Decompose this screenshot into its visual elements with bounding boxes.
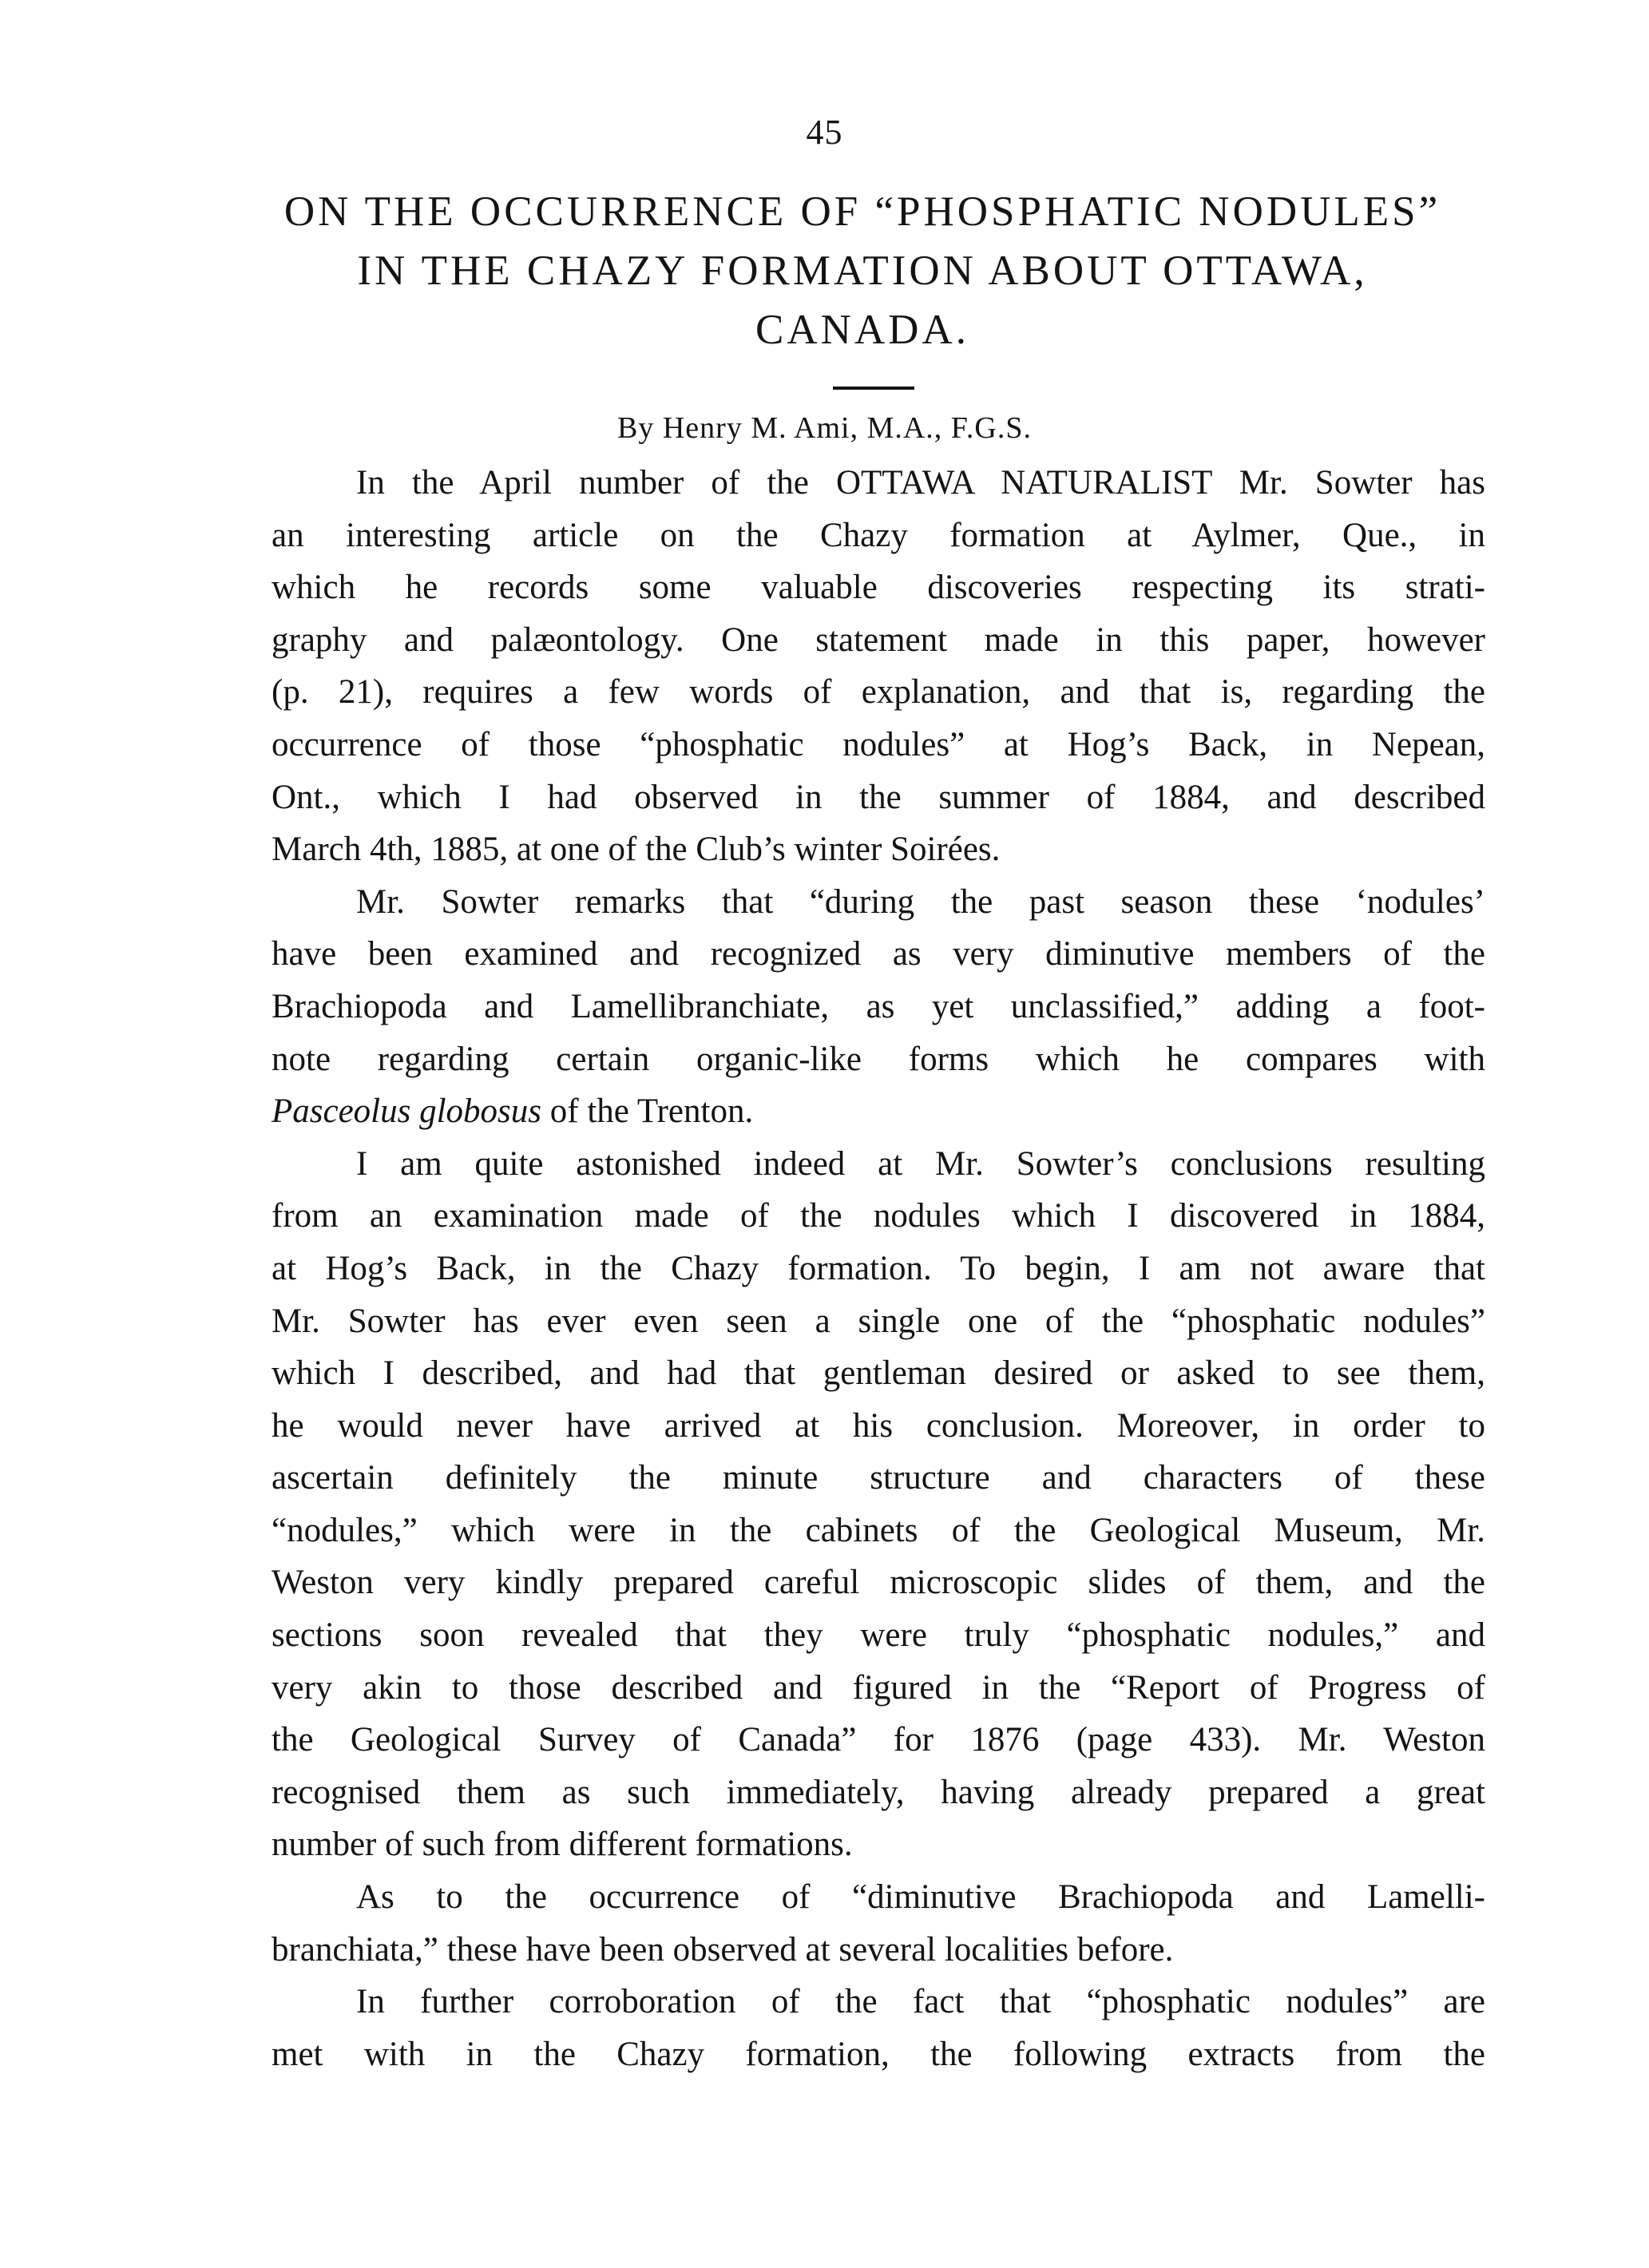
- line-remainder: of the Trenton.: [541, 1092, 754, 1131]
- text-line: (p. 21), requires a few words of explanation, and that is, regarding the: [272, 673, 1485, 712]
- text-line: “nodules,” which were in the cabinets of the Geological Museum, Mr.: [272, 1511, 1485, 1549]
- text-line: [272, 1085, 1485, 1138]
- byline: By Henry M. Ami, M.A., F.G.S.: [617, 411, 1032, 445]
- text-line: the Geological Survey of Canada” for 1876 (page 433). Mr. Weston: [272, 1721, 1485, 1759]
- text-line: met with in the Chazy formation, the following extracts from the: [272, 2035, 1485, 2073]
- text-line: an interesting article on the Chazy formation at Aylmer, Que., in: [272, 516, 1485, 554]
- text-line: from an examination made of the nodules which I discovered in 1884,: [272, 1197, 1485, 1235]
- text-line: number of such from different formations.: [272, 1826, 853, 1864]
- text-line: ascertain definitely the minute structure and characters of these: [272, 1459, 1485, 1497]
- text-line: graphy and palæontology. One statement made in this paper, however: [272, 621, 1485, 659]
- text-line: sections soon revealed that they were truly “phosphatic nodules,” and: [272, 1616, 1485, 1655]
- paragraph: [272, 876, 1485, 1138]
- title-rule: [833, 387, 914, 390]
- paragraph: [272, 1138, 1485, 1871]
- text-line: branchiata,” these have been observed at several localities before.: [272, 1930, 1174, 1969]
- article-title: [240, 182, 1485, 359]
- text-line: which he records some valuable discoveries respecting its strati-: [272, 569, 1485, 607]
- text-line: Weston very kindly prepared careful microscopic slides of them, and the: [272, 1564, 1485, 1602]
- text-line: In further corroboration of the fact that “phosphatic nodules” are: [356, 1983, 1485, 2021]
- text-line: at Hog’s Back, in the Chazy formation. To begin, I am not aware that: [272, 1249, 1485, 1287]
- text-line: Mr. Sowter has ever even seen a single one of the “phosphatic nodules”: [272, 1302, 1485, 1340]
- text-line: In the April number of the OTTAWA NATURALIST Mr. Sowter has: [356, 464, 1485, 502]
- text-line: Ont., which I had observed in the summer of 1884, and described: [272, 778, 1485, 816]
- text-line: recognised them as such immediately, having already prepared a great: [272, 1773, 1485, 1811]
- text-line: As to the occurrence of “diminutive Brachiopoda and Lamelli-: [356, 1878, 1485, 1917]
- article-body: [272, 457, 1485, 2080]
- title-line: IN THE CHAZY FORMATION ABOUT OTTAWA,: [357, 248, 1368, 294]
- text-line: have been examined and recognized as very diminutive members of the: [272, 935, 1485, 973]
- text-line: occurrence of those “phosphatic nodules” at Hog’s Back, in Nepean,: [272, 725, 1485, 763]
- text-line: I am quite astonished indeed at Mr. Sowter’s conclusions resulting: [356, 1144, 1485, 1183]
- text-line: which I described, and had that gentleman desired or asked to see them,: [272, 1354, 1485, 1393]
- text-line: note regarding certain organic-like forms which he compares with: [272, 1040, 1485, 1078]
- species-name: Pasceolus globosus: [272, 1092, 542, 1131]
- page-number: 45: [806, 113, 843, 152]
- text-line: March 4th, 1885, at one of the Club’s winter Soirées.: [272, 831, 1001, 869]
- title-line: ON THE OCCURRENCE OF “PHOSPHATIC NODULES”: [283, 188, 1441, 235]
- paragraph: [272, 1976, 1485, 2080]
- title-line: CANADA.: [755, 307, 969, 353]
- paragraph: [272, 1871, 1485, 1976]
- paragraph: [272, 457, 1485, 876]
- text-line: Brachiopoda and Lamellibranchiate, as yet unclassified,” adding a foot-: [272, 987, 1485, 1025]
- text-line: very akin to those described and figured in the “Report of Progress of: [272, 1668, 1485, 1707]
- text-line: he would never have arrived at his conclusion. Moreover, in order to: [272, 1406, 1485, 1445]
- text-line: Mr. Sowter remarks that “during the past season these ‘nodules’: [356, 882, 1485, 921]
